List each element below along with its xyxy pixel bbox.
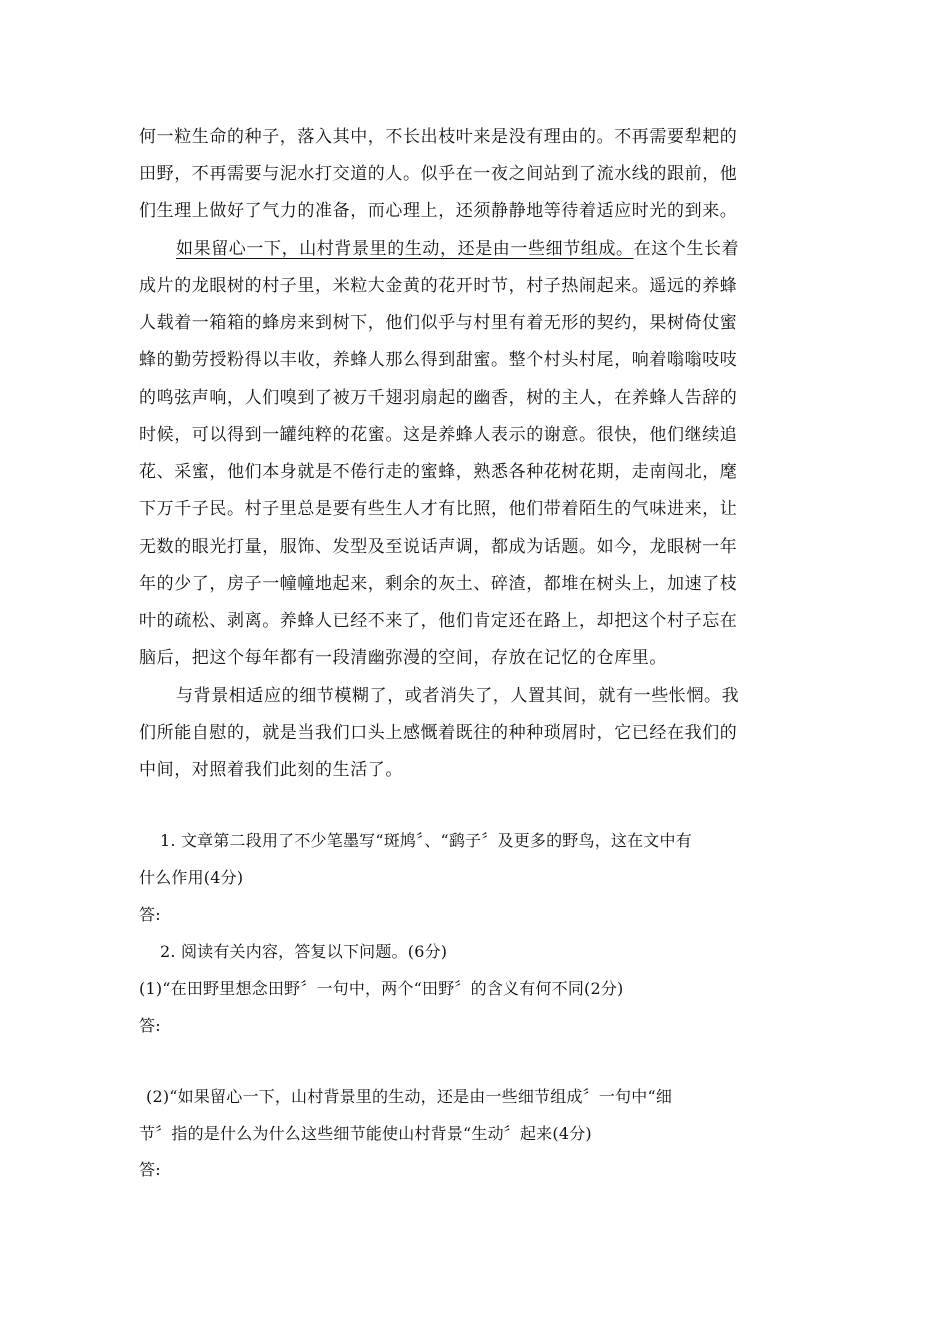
question-2-2-line-2: 节〞指的是什么为什么这些细节能使山村背景“生动〞起来(4分)	[139, 1124, 592, 1143]
question-2-2-line-1: (2)“如果留心一下，山村背景里的生动，还是由一些细节组成〞一句中“细	[146, 1087, 673, 1106]
passage-p2-line-12: 脑后，把这个每年都有一段清幽弥漫的空间，存放在记忆的仓库里。	[139, 648, 667, 668]
passage-p2-line-2: 成片的龙眼树的村子里，米粒大金黄的花开时节，村子热闹起来。遥远的养蜂	[139, 276, 738, 296]
passage-p3-line-1: 与背景相适应的细节模糊了，或者消失了，人置其间，就有一些怅惘。我	[176, 686, 740, 706]
passage-p2-line-1-rest: 在这个生长着	[633, 239, 740, 259]
passage-p3-line-2: 们所能自慰的，就是当我们口头上感慨着既往的种种琐屑时，它已经在我们的	[139, 723, 738, 743]
passage-p2-line-9: 无数的眼光打量，服饰、发型及至说话声调，都成为话题。如今，龙眼树一年	[139, 537, 738, 557]
passage-p2-line-4: 蜂的勤劳授粉得以丰收，养蜂人那么得到甜蜜。整个村头村尾，响着嗡嗡吱吱	[139, 350, 738, 370]
question-1-line-1: 1. 文章第二段用了不少笔墨写“斑鸠〞、“鹞子〞及更多的野鸟，这在文中有	[160, 831, 692, 850]
question-2: 2. 阅读有关内容，答复以下问题。(6分)	[160, 942, 448, 961]
underlined-key-sentence: 如果留心一下，山村背景里的生动，还是由一些细节组成。	[176, 239, 634, 259]
question-1-line-2: 什么作用(4分)	[139, 868, 244, 887]
passage-p1-line-3: 们生理上做好了气力的准备，而心理上，还须静静地等待着适应时光的到来。	[139, 201, 738, 221]
passage-p1-line-1: 何一粒生命的种子，落入其中，不长出枝叶来是没有理由的。不再需要犁耙的	[139, 127, 738, 147]
question-2-1: (1)“在田野里想念田野〞一句中，两个“田野〞的含义有何不同(2分)	[139, 979, 624, 998]
passage-p2-line-10: 年的少了，房子一幢幢地起来，剩余的灰土、碎渣，都堆在树头上，加速了枝	[139, 574, 738, 594]
passage-p2-line-6: 时候，可以得到一罐纯粹的花蜜。这是养蜂人表示的谢意。很快，他们继续追	[139, 425, 738, 445]
passage-p3-line-3: 中间，对照着我们此刻的生活了。	[139, 760, 403, 780]
answer-label-2: 答:	[139, 1016, 161, 1035]
passage-p2-line-7: 花、采蜜，他们本身就是不倦行走的蜜蜂，熟悉各种花树花期，走南闯北，麾	[139, 462, 738, 482]
passage-p1-line-2: 田野，不再需要与泥水打交道的人。似乎在一夜之间站到了流水线的跟前，他	[139, 164, 738, 184]
answer-label-3: 答:	[139, 1160, 161, 1179]
passage-p2-line-11: 叶的疏松、剥离。养蜂人已经不来了，他们肯定还在路上，却把这个村子忘在	[139, 611, 738, 631]
passage-p2-line-3: 人载着一箱箱的蜂房来到树下，他们似乎与村里有着无形的契约，果树倚仗蜜	[139, 313, 738, 333]
passage-p2-line-5: 的鸣弦声响，人们嗅到了被万千翅羽扇起的幽香，树的主人，在养蜂人告辞的	[139, 388, 738, 408]
passage-p2-line-8: 下万千子民。村子里总是要有些生人才有比照，他们带着陌生的气味进来，让	[139, 499, 738, 519]
passage-p2-line-1	[176, 239, 739, 259]
answer-label-1: 答:	[139, 905, 161, 924]
